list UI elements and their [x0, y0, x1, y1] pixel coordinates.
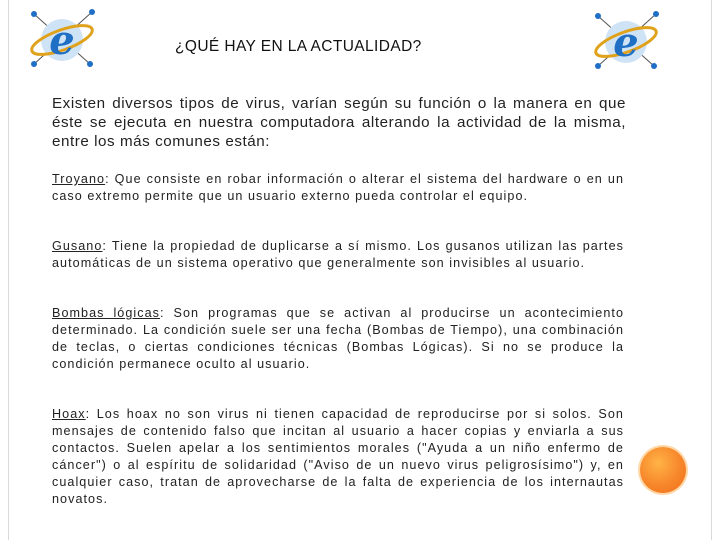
virus-term: Bombas lógicas: [52, 306, 161, 320]
virus-term: Troyano: [52, 172, 106, 186]
slide-border-right: [711, 0, 712, 540]
virus-type-troyano: [52, 171, 624, 205]
virus-type-bombas-logicas: [52, 305, 624, 373]
virus-type-hoax: [52, 406, 624, 508]
virus-type-gusano: [52, 238, 624, 272]
intro-paragraph: Existen diversos tipos de virus, varían según su función o la manera en que éste se ejecuta en nuestra computadora alterando la actividad de la misma, entre los más comunes están:: [52, 95, 626, 150]
internet-explorer-logo-icon: [26, 6, 98, 70]
virus-description: : Los hoax no son virus ni tienen capacidad de reproducirse por si solos. Son mensajes de contenido falso que incitan al usuario a hacer copias y enviarla a sus contactos. Suelen apelar a los sentimientos morales ("Ayuda a un niño enfermo de cáncer") o al espíritu de solidaridad ("Aviso de un nuevo virus peligrosísimo") y, en cualquier caso, tratan de aprovecharse de la falta de experiencia de los internautas novatos.: [52, 407, 624, 506]
virus-description: : Son programas que se activan al producirse un acontecimiento determinado. La condición suele ser una fecha (Bombas de Tiempo), una combinación de teclas, o ciertas condiciones técnicas (Bombas Lógicas). Si no se produce la condición permanece oculto al usuario.: [52, 306, 624, 371]
virus-description: : Que consiste en robar información o alterar el sistema del hardware o en un caso extremo permite que un usuario externo pueda controlar el equipo.: [52, 172, 624, 203]
virus-description: : Tiene la propiedad de duplicarse a sí mismo. Los gusanos utilizan las partes automáticas de un sistema operativo que generalmente son invisibles al usuario.: [52, 239, 624, 270]
orange-circle-decoration: [640, 447, 686, 493]
svg-text:e: e: [49, 17, 75, 64]
svg-text:e: e: [613, 19, 639, 66]
internet-explorer-logo-icon: [590, 8, 662, 72]
virus-term: Hoax: [52, 407, 86, 421]
slide-title: ¿QUÉ HAY EN LA ACTUALIDAD?: [175, 38, 422, 55]
virus-term: Gusano: [52, 239, 103, 253]
slide-border-left: [8, 0, 9, 540]
